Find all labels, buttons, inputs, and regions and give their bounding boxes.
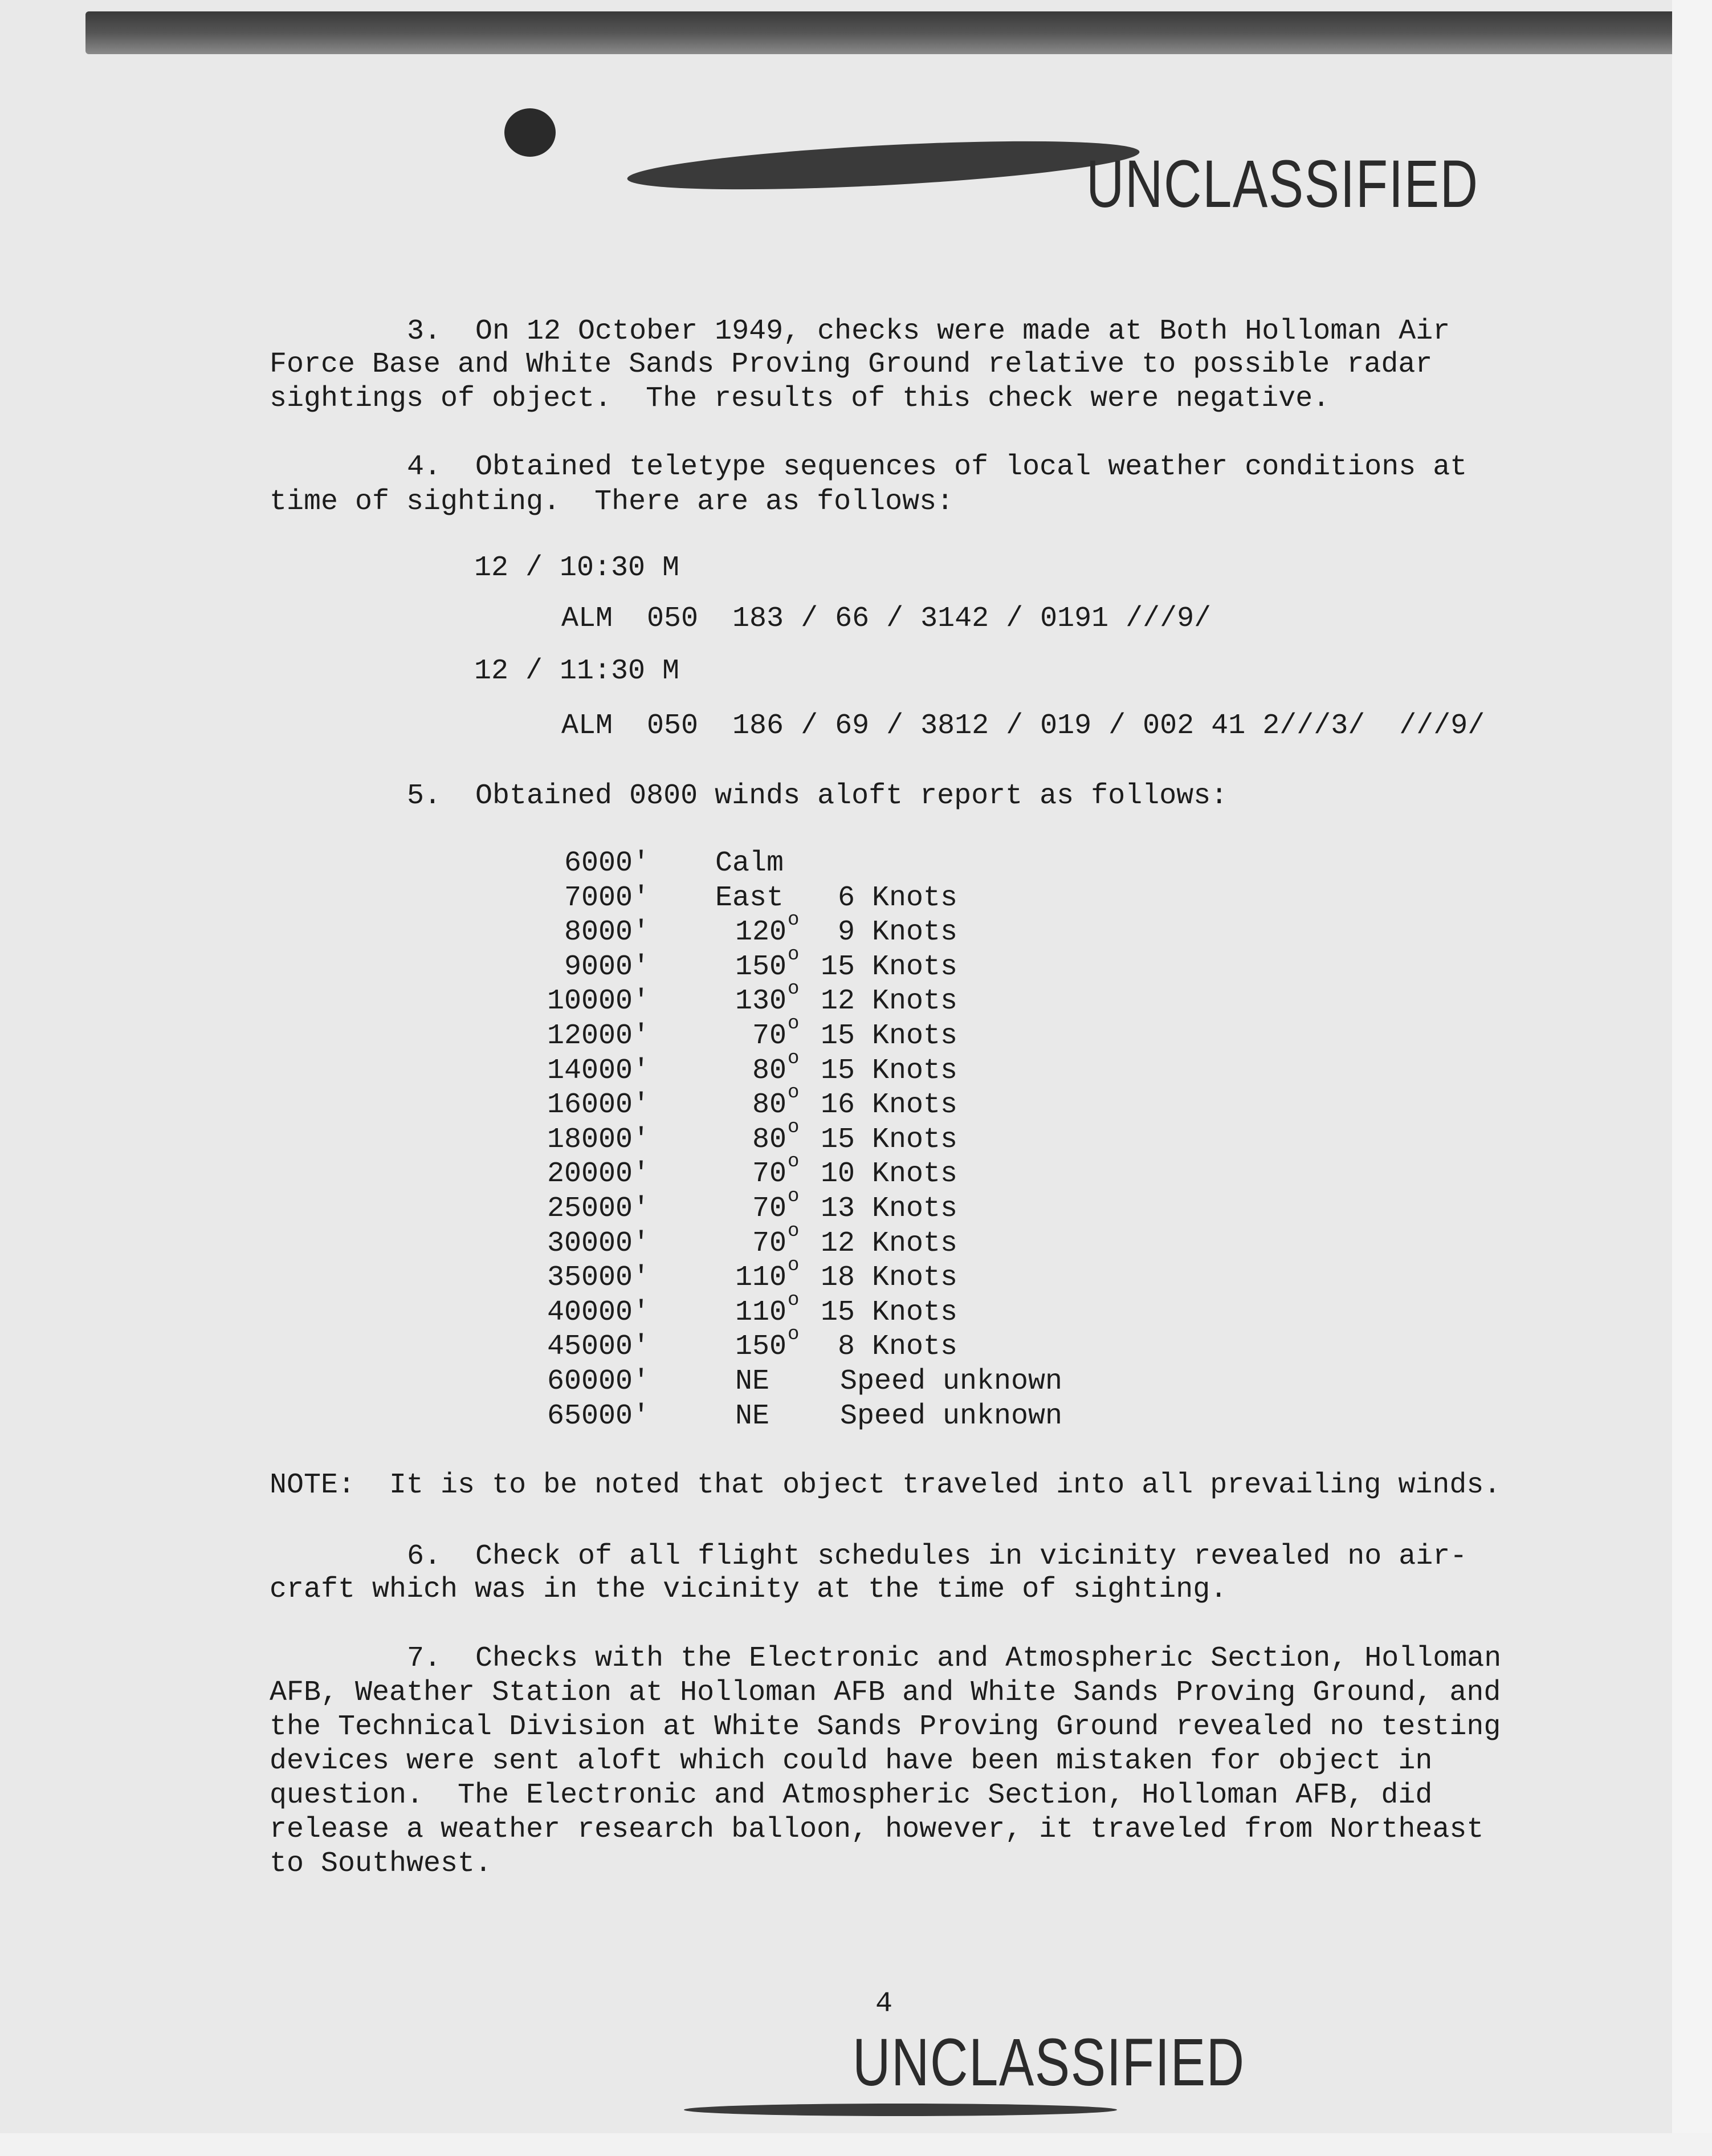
degree-symbol: o — [788, 978, 800, 1000]
wind-speed-unit: Knots — [872, 1331, 958, 1364]
wind-altitude: 14000' — [547, 1054, 650, 1087]
degree-symbol: o — [788, 1116, 800, 1138]
wind-speed: 9 — [837, 916, 855, 949]
degree-symbol: o — [788, 943, 800, 966]
degree-symbol: o — [788, 1220, 800, 1242]
wind-altitude: 20000' — [547, 1158, 650, 1191]
wind-speed-unit: Knots — [872, 1020, 958, 1052]
wind-altitude: 65000' — [547, 1400, 650, 1433]
wind-speed: 13 — [820, 1193, 855, 1225]
wind-direction: 80 — [752, 1054, 786, 1087]
wind-direction: 110 — [735, 1262, 786, 1295]
degree-symbol: o — [788, 1047, 800, 1069]
wind-speed: 15 — [820, 1123, 855, 1156]
wind-speed-unit: Knots — [872, 881, 958, 914]
wind-speed: 15 — [820, 1054, 855, 1087]
paragraph-3-line: 3. On 12 October 1949, checks were made at Both Holloman Air — [407, 315, 1450, 348]
degree-symbol: o — [788, 1013, 800, 1035]
wind-altitude: 25000' — [547, 1193, 650, 1225]
paragraph-3-line: sightings of object. The results of this check were negative. — [270, 383, 1330, 415]
wind-speed-unit: Knots — [872, 1227, 958, 1260]
wind-speed-unit: Speed unknown — [840, 1365, 1063, 1398]
wind-direction: East — [715, 881, 784, 914]
wind-direction: 110 — [735, 1296, 786, 1329]
degree-symbol: o — [788, 1151, 800, 1173]
wind-direction: 80 — [752, 1089, 786, 1122]
paragraph-7-line: the Technical Division at White Sands Proving Ground revealed no testing — [270, 1711, 1501, 1743]
wind-altitude: 10000' — [547, 985, 650, 1018]
paragraph-7-line: AFB, Weather Station at Holloman AFB and White Sands Proving Ground, and — [270, 1677, 1501, 1709]
weather-time: 12 / 11:30 M — [474, 655, 680, 688]
wind-speed-unit: Knots — [872, 1193, 958, 1225]
wind-altitude: 35000' — [547, 1262, 650, 1295]
page-number: 4 — [875, 1988, 893, 2020]
wind-speed-unit: Speed unknown — [840, 1400, 1063, 1433]
paragraph-6-line: craft which was in the vicinity at the time of sighting. — [270, 1573, 1228, 1606]
paragraph-7-line: to Southwest. — [270, 1848, 492, 1880]
degree-symbol: o — [788, 1324, 800, 1346]
wind-altitude: 12000' — [547, 1020, 650, 1052]
paragraph-7-line: devices were sent aloft which could have been mistaken for object in — [270, 1745, 1433, 1777]
weather-sequence: ALM 050 186 / 69 / 3812 / 019 / 002 41 2///3/ ///9/ — [561, 710, 1485, 742]
paragraph-7-line: question. The Electronic and Atmospheric Section, Holloman AFB, did — [270, 1779, 1433, 1812]
wind-altitude: 30000' — [547, 1227, 650, 1260]
wind-direction: 70 — [752, 1158, 786, 1191]
paragraph-5: 5. Obtained 0800 winds aloft report as follows: — [407, 780, 1228, 812]
wind-altitude: 7000' — [564, 881, 650, 914]
wind-direction: 150 — [735, 1331, 786, 1364]
wind-altitude: 9000' — [564, 950, 650, 983]
wind-direction: 150 — [735, 950, 786, 983]
paragraph-6-line: 6. Check of all flight schedules in vicinity revealed no air- — [407, 1540, 1468, 1573]
wind-direction: 120 — [735, 916, 786, 949]
redaction-strike — [626, 132, 1140, 198]
punch-hole-mark — [504, 108, 556, 157]
weather-sequence: ALM 050 183 / 66 / 3142 / 0191 ///9/ — [561, 603, 1212, 635]
wind-speed: 15 — [820, 1296, 855, 1329]
wind-direction: 70 — [752, 1020, 786, 1052]
scan-right-margin — [1672, 0, 1712, 2156]
degree-symbol: o — [788, 1082, 800, 1104]
note: NOTE: It is to be noted that object traveled into all prevailing winds. — [270, 1469, 1501, 1502]
weather-time: 12 / 10:30 M — [474, 552, 680, 584]
wind-speed-unit: Knots — [872, 1262, 958, 1295]
wind-speed: 12 — [820, 1227, 855, 1260]
paragraph-4-line: time of sighting. There are as follows: — [270, 486, 954, 518]
wind-altitude: 40000' — [547, 1296, 650, 1329]
wind-direction: 80 — [752, 1123, 786, 1156]
wind-speed: 8 — [837, 1331, 855, 1364]
wind-direction: Calm — [715, 847, 784, 880]
wind-direction: 70 — [752, 1193, 786, 1225]
wind-speed: 10 — [820, 1158, 855, 1191]
classification-stamp-top: UNCLASSIFIED — [1086, 147, 1479, 222]
wind-speed-unit: Knots — [872, 1089, 958, 1122]
wind-altitude: 60000' — [547, 1365, 650, 1398]
degree-symbol: o — [788, 1255, 800, 1277]
wind-speed-unit: Knots — [872, 1054, 958, 1087]
wind-altitude: 6000' — [564, 847, 650, 880]
wind-direction: NE — [735, 1365, 769, 1398]
paragraph-4-line: 4. Obtained teletype sequences of local weather conditions at — [407, 451, 1468, 483]
wind-speed: 15 — [820, 950, 855, 983]
wind-speed-unit: Knots — [872, 916, 958, 949]
paragraph-7-line: release a weather research balloon, however, it traveled from Northeast — [270, 1813, 1484, 1846]
wind-direction: 70 — [752, 1227, 786, 1260]
degree-symbol: o — [788, 1289, 800, 1311]
wind-speed: 6 — [837, 881, 855, 914]
wind-direction: 130 — [735, 985, 786, 1018]
wind-speed: 16 — [820, 1089, 855, 1122]
wind-speed-unit: Knots — [872, 985, 958, 1018]
degree-symbol: o — [788, 909, 800, 931]
wind-speed: 18 — [820, 1262, 855, 1295]
wind-altitude: 45000' — [547, 1331, 650, 1364]
wind-speed-unit: Knots — [872, 1123, 958, 1156]
wind-speed-unit: Knots — [872, 950, 958, 983]
wind-speed-unit: Knots — [872, 1158, 958, 1191]
degree-symbol: o — [788, 1186, 800, 1207]
wind-altitude: 16000' — [547, 1089, 650, 1122]
paragraph-3-line: Force Base and White Sands Proving Ground relative to possible radar — [270, 348, 1433, 381]
paragraph-7-line: 7. Checks with the Electronic and Atmospheric Section, Holloman — [407, 1642, 1502, 1675]
redaction-strike-bottom — [684, 2104, 1117, 2116]
wind-speed: 12 — [820, 985, 855, 1018]
scan-top-edge — [85, 11, 1676, 54]
classification-stamp-bottom: UNCLASSIFIED — [853, 2025, 1245, 2100]
wind-altitude: 8000' — [564, 916, 650, 949]
scan-bottom-margin — [0, 2133, 1712, 2156]
wind-direction: NE — [735, 1400, 769, 1433]
wind-speed: 15 — [820, 1020, 855, 1052]
wind-altitude: 18000' — [547, 1123, 650, 1156]
wind-speed-unit: Knots — [872, 1296, 958, 1329]
